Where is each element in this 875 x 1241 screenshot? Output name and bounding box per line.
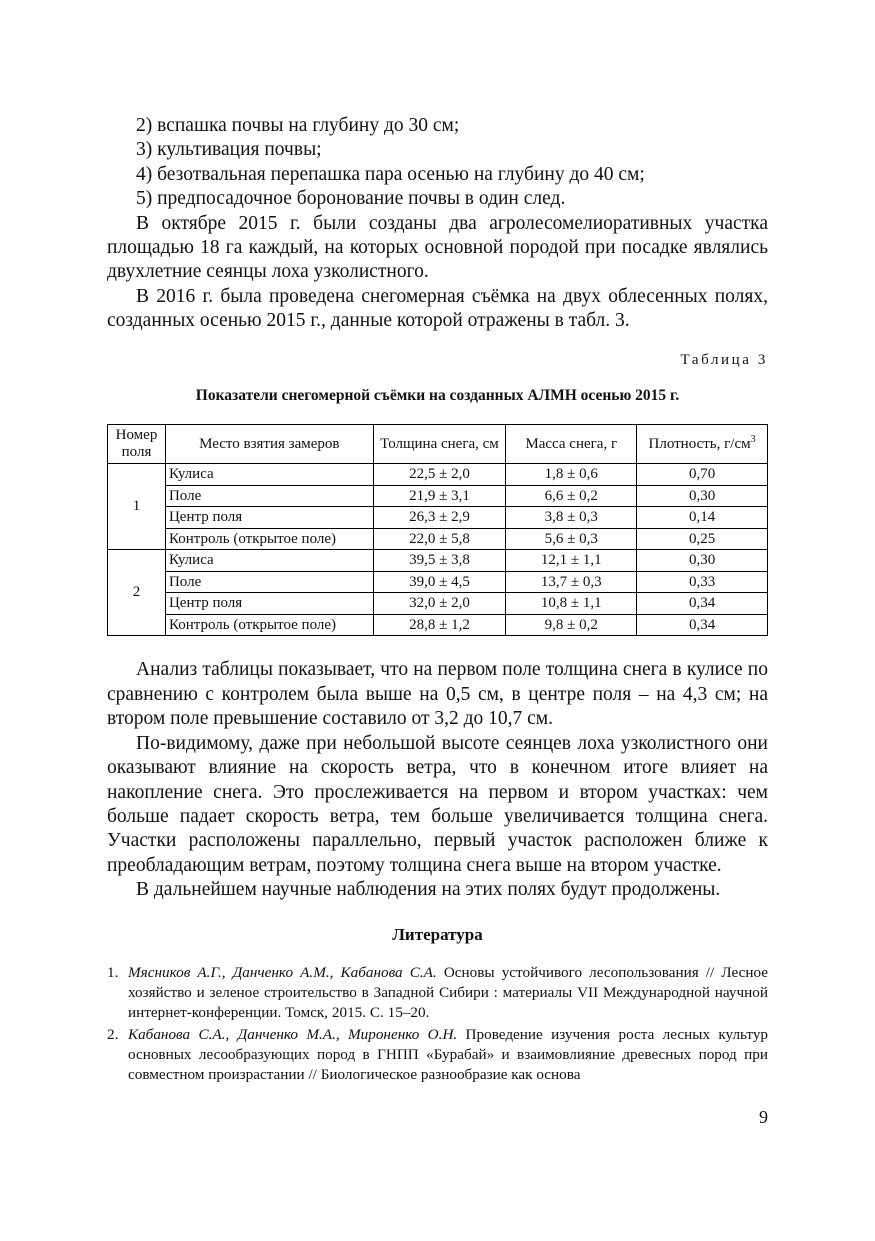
field-number: 2	[108, 550, 166, 636]
cell-mass: 1,8 ± 0,6	[506, 464, 637, 486]
cell-thickness: 26,3 ± 2,9	[373, 507, 506, 529]
table-row	[108, 550, 768, 572]
table-caption: Таблица 3	[680, 351, 768, 368]
cell-thickness: 21,9 ± 3,1	[373, 485, 506, 507]
reference-item	[107, 1025, 768, 1085]
agrotech-list	[107, 114, 768, 212]
cell-place: Кулиса	[165, 550, 373, 572]
cell-density: 0,25	[637, 528, 768, 550]
cell-place: Контроль (открытое поле)	[165, 614, 373, 636]
cell-density: 0,30	[637, 550, 768, 572]
cell-density: 0,33	[637, 571, 768, 593]
header-density-sup: 3	[750, 433, 756, 445]
cell-thickness: 28,8 ± 1,2	[373, 614, 506, 636]
cell-thickness: 39,5 ± 3,8	[373, 550, 506, 572]
table-title: Показатели снегомерной съёмки на созданных АЛМН осенью 2015 г.	[195, 387, 680, 405]
table-row	[108, 464, 768, 486]
list-item: 2) вспашка почвы на глубину до 30 см;	[136, 115, 460, 136]
cell-place: Поле	[165, 485, 373, 507]
reference-authors: Мясников А.Г., Данченко А.М., Кабанова С.А.	[128, 963, 437, 981]
paragraph: В октябре 2015 г. были созданы два агролесомелиоративных участка площадью 18 га каждый, на которых основной породой при посадке являлись двухлетние сеянцы лоха узколистного.	[107, 212, 768, 283]
cell-density: 0,70	[637, 464, 768, 486]
table-row	[108, 593, 768, 615]
table-row	[108, 528, 768, 550]
cell-place: Кулиса	[165, 464, 373, 486]
cell-mass: 12,1 ± 1,1	[506, 550, 637, 572]
cell-place: Контроль (открытое поле)	[165, 528, 373, 550]
reference-item	[107, 963, 768, 1023]
reference-authors: Кабанова С.А., Данченко М.А., Мироненко О.Н.	[128, 1025, 458, 1043]
cell-mass: 10,8 ± 1,1	[506, 593, 637, 615]
header-density-label: Плотность, г/см	[648, 435, 751, 452]
cell-thickness: 32,0 ± 2,0	[373, 593, 506, 615]
table-header-row	[108, 425, 768, 464]
table-row	[108, 571, 768, 593]
references-list	[107, 963, 768, 1085]
reference-text: Основы устойчивого лесопользования // Лесное хозяйство и зеленое строительство в Западной Сибири : материалы VII Международной научной интернет-конференции. Томск, 2015. С. 15–20.	[128, 963, 768, 1021]
list-item: 5) предпосадочное боронование почвы в один след.	[136, 188, 566, 210]
reference-number: 1.	[107, 963, 119, 981]
references-heading: Литература	[392, 924, 483, 944]
field-number: 1	[108, 464, 166, 550]
cell-thickness: 22,5 ± 2,0	[373, 464, 506, 486]
header-thickness: Толщина снега, см	[373, 425, 506, 464]
list-item: 4) безотвальная перепашка пара осенью на глубину до 40 см;	[136, 163, 645, 185]
cell-mass: 3,8 ± 0,3	[506, 507, 637, 529]
cell-place: Поле	[165, 571, 373, 593]
cell-place: Центр поля	[165, 507, 373, 529]
header-field: Номер поля	[108, 425, 166, 464]
cell-mass: 5,6 ± 0,3	[506, 528, 637, 550]
analysis-section	[107, 658, 768, 902]
cell-thickness: 39,0 ± 4,5	[373, 571, 506, 593]
paragraph: Анализ таблицы показывает, что на первом поле толщина снега в кулисе по сравнению с контролем была выше на 0,5 см, в центре поля – на 4,3 см; на втором поле превышение составило от 3,2 до 10,7 см.	[107, 659, 768, 730]
header-place: Место взятия замеров	[165, 425, 373, 464]
header-density	[637, 425, 768, 464]
reference-text: Проведение изучения роста лесных культур основных лесообразующих пород в ГНПП «Бурабай» и взаимовлияние древесных пород при совместном произрастании // Биологическое разнообразие как основа	[128, 1025, 769, 1083]
header-mass: Масса снега, г	[506, 425, 637, 464]
cell-density: 0,30	[637, 485, 768, 507]
paragraph: По-видимому, даже при небольшой высоте сеянцев лоха узколистного они оказывают влияние на скорость ветра, что в конечном итоге влияет на накопление снега. Это прослеживается на первом и втором участках: чем больше падает скорость ветра, тем больше увеличивается толщина снега. Участки расположены параллельно, первый участок расположен ближе к преобладающим ветрам, поэтому толщина снега выше на втором участке.	[107, 732, 768, 876]
snow-survey-table	[107, 424, 768, 636]
cell-density: 0,14	[637, 507, 768, 529]
cell-density: 0,34	[637, 593, 768, 615]
cell-place: Центр поля	[165, 593, 373, 615]
cell-mass: 9,8 ± 0,2	[506, 614, 637, 636]
list-item: 3) культивация почвы;	[136, 139, 322, 161]
cell-density: 0,34	[637, 614, 768, 636]
paragraph: В 2016 г. была проведена снегомерная съёмка на двух облесенных полях, созданных осенью 2015 г., данные которой отражены в табл. 3.	[107, 285, 768, 332]
table-row	[108, 614, 768, 636]
cell-thickness: 22,0 ± 5,8	[373, 528, 506, 550]
paragraph: В дальнейшем научные наблюдения на этих полях будут продолжены.	[136, 879, 721, 901]
reference-number: 2.	[107, 1025, 119, 1043]
page-content	[107, 114, 768, 1087]
page-number: 9	[759, 1107, 768, 1127]
table-row	[108, 507, 768, 529]
cell-mass: 6,6 ± 0,2	[506, 485, 637, 507]
cell-mass: 13,7 ± 0,3	[506, 571, 637, 593]
table-row	[108, 485, 768, 507]
